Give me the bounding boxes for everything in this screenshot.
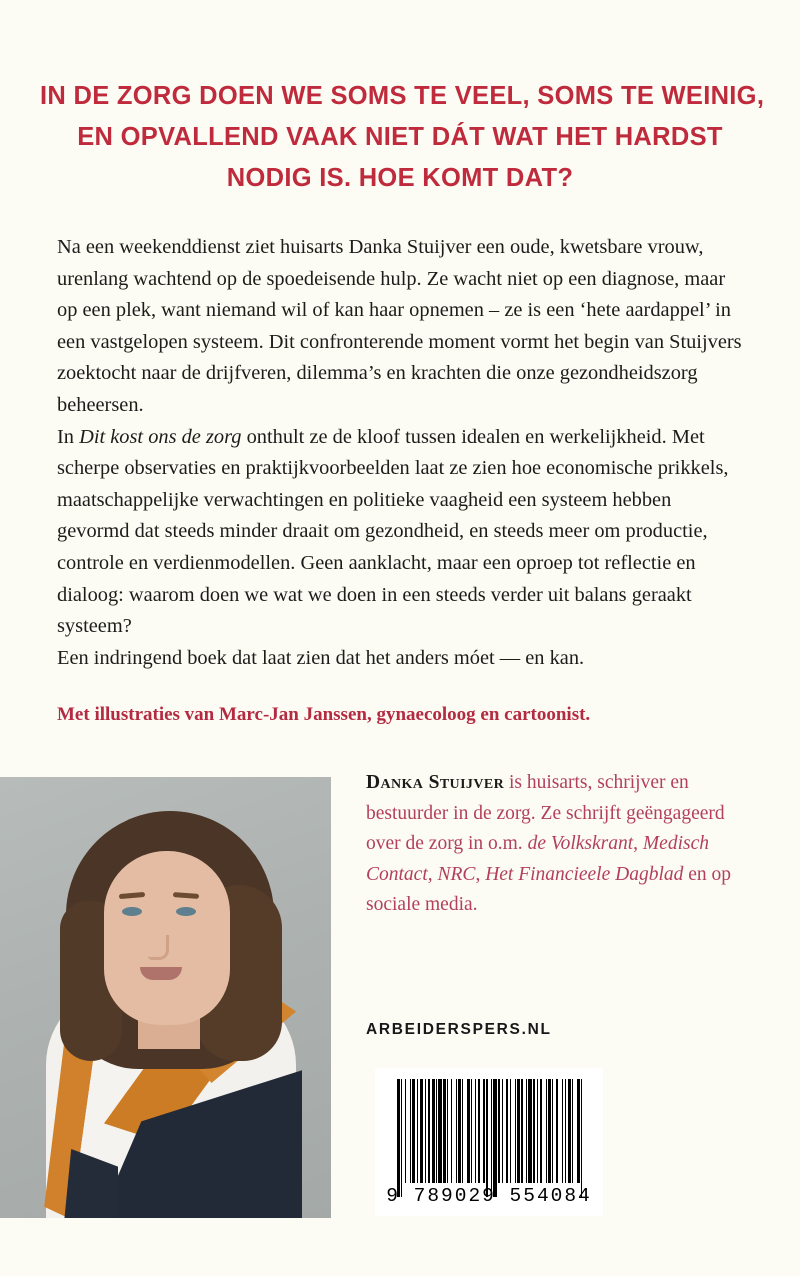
- blurb-paragraph-1-text: Na een weekenddienst ziet huisarts Danka Stuijver een oude, kwetsbare vrouw, urenlang wachtend op de spoedeisende hulp. Ze wacht niet op een diagnose, maar op een plek, want niemand wil of kan haar opnemen – ze is een ‘hete aardappel’ in een vastgelopen systeem. Dit confronterende moment vormt het begin van Stuijvers zoektocht naar de drijfveren, dilemma’s en krachten die onze gezondheidszorg beheersen.: [57, 236, 742, 416]
- photo-nose: [148, 935, 169, 960]
- illustration-credit-text: Met illustraties van Marc-Jan Janssen, gynaecoloog en cartoonist.: [57, 704, 591, 725]
- bio-separator-1: ,: [633, 833, 643, 855]
- author-photo: [0, 777, 331, 1218]
- book-title-italic: Dit kost ons de zorg: [79, 425, 242, 448]
- blurb-paragraph-3-text: Een indringend boek dat laat zien dat het anders móet — en kan.: [57, 646, 585, 669]
- publisher-website[interactable]: ARBEIDERSPERS.NL: [366, 1021, 552, 1038]
- blurb-paragraph-1: [57, 232, 747, 422]
- blurb-paragraph-3: [57, 643, 747, 675]
- isbn-number: 9 789029 554084: [386, 1185, 592, 1207]
- barcode-bars: [397, 1079, 583, 1183]
- headline-line-2: EN OPVALLEND VAAK NIET DÁT WAT HET HARDST: [77, 123, 723, 151]
- cover-headline: [40, 76, 765, 199]
- bio-text-2: en op sociale media.: [366, 863, 732, 916]
- headline-line-1: IN DE ZORG DOEN WE SOMS TE VEEL, SOMS TE WEINIG,: [40, 82, 765, 110]
- blurb-paragraph-2-lead: In: [57, 425, 80, 448]
- photo-eye-right: [176, 907, 196, 916]
- publication-fd: Het Financieele Dagblad: [485, 863, 684, 885]
- publication-nrc: NRC: [437, 863, 476, 885]
- publication-medisch-contact: Medisch Contact: [366, 833, 709, 885]
- author-bio: [366, 768, 734, 921]
- book-blurb: [57, 232, 747, 674]
- photo-mouth: [140, 967, 182, 980]
- isbn-barcode: [375, 1068, 603, 1216]
- bio-text-1: is huisarts, schrijver en bestuurder in de zorg. Ze schrijft geëngageerd over de zorg in o.m.: [366, 772, 725, 855]
- bio-separator-2: ,: [427, 863, 438, 885]
- headline-line-3: NODIG IS. HOE KOMT DAT?: [226, 164, 574, 192]
- photo-eye-left: [122, 907, 142, 916]
- blurb-paragraph-2: [57, 422, 747, 643]
- bio-separator-3: ,: [475, 863, 486, 885]
- author-name: Danka Stuijver: [366, 772, 505, 793]
- publication-volkskrant: de Volkskrant: [527, 833, 634, 855]
- illustration-credit: [57, 702, 747, 728]
- blurb-paragraph-2-rest: onthult ze de kloof tussen idealen en werkelijkheid. Met scherpe observaties en praktijkvoorbeelden laat ze zien hoe economische prikkels, maatschappelijke verwachtingen en politieke vaagheid een systeem hebben gevormd dat steeds minder draait om gezondheid, en steeds meer om productie, controle en verdienmodellen. Geen aanklacht, maar een oproep tot reflectie en dialoog: waarom doen we wat we doen in een steeds verder uit balans geraakt systeem?: [57, 425, 729, 638]
